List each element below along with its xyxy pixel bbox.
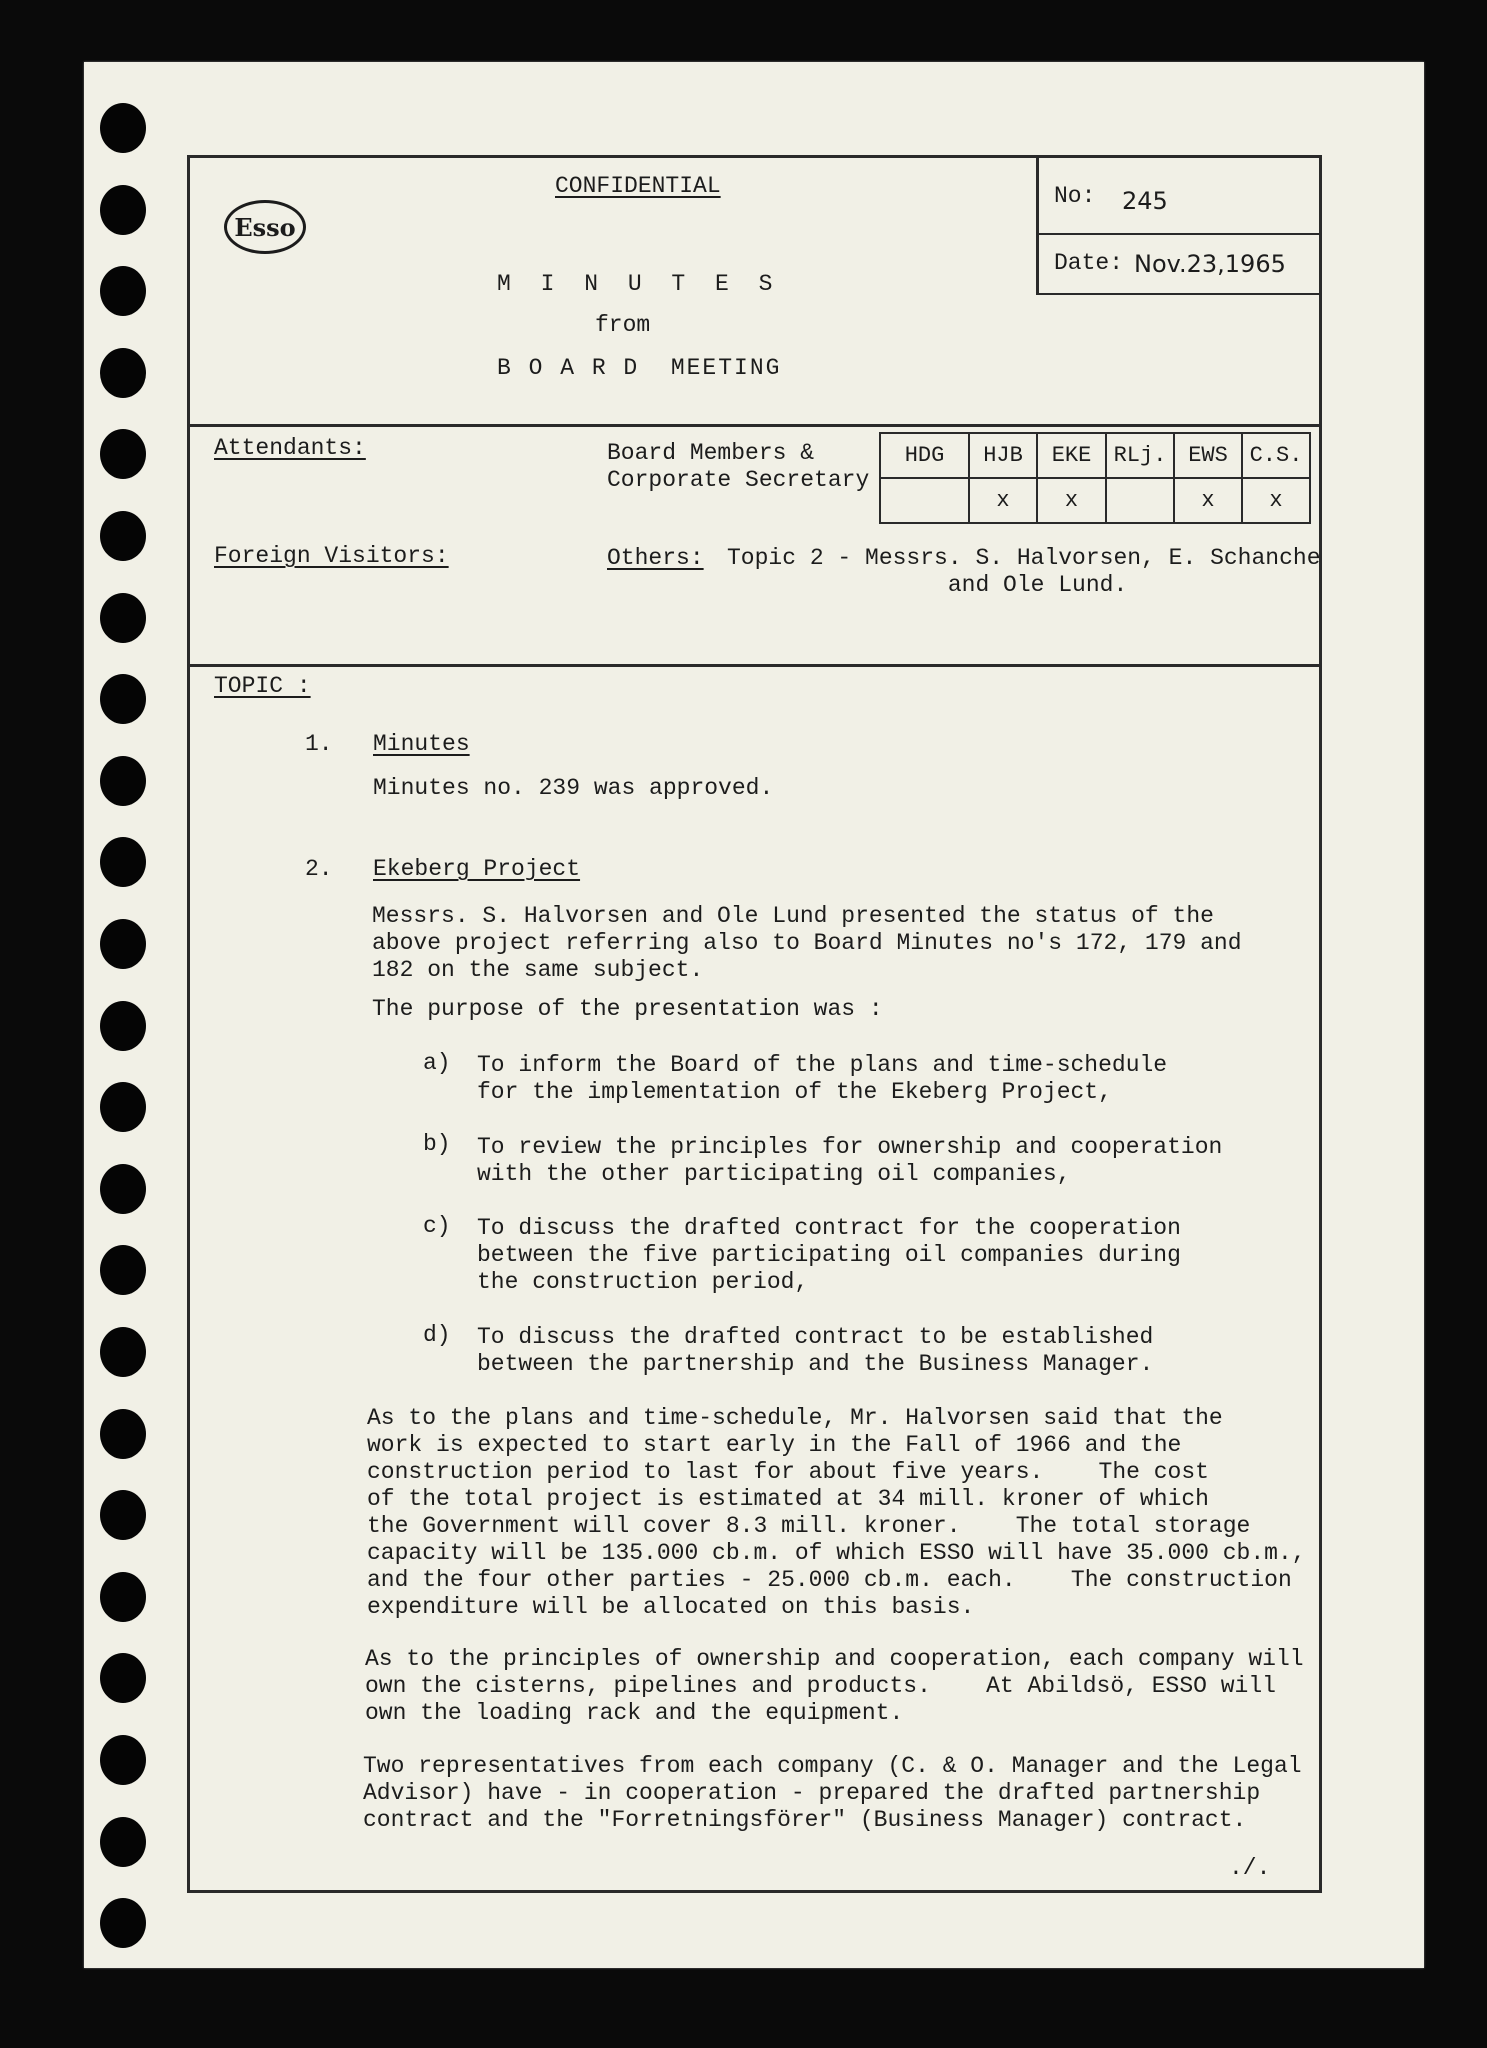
binder-hole: [100, 185, 146, 235]
item-letter: b): [423, 1131, 451, 1157]
attendance-mark: [1106, 478, 1174, 523]
minutes-title: M I N U T E S: [497, 271, 781, 297]
topic-label: TOPIC :: [214, 673, 311, 699]
binder-hole: [100, 1490, 146, 1540]
header-box-divider: [1036, 233, 1322, 235]
number-label: No:: [1054, 183, 1096, 209]
topic-2-number: 2.: [305, 856, 333, 882]
attendant-column-header: HJB: [969, 433, 1037, 478]
attendant-column-header: EKE: [1037, 433, 1106, 478]
header-box-bottom-border: [1036, 293, 1322, 295]
esso-logo: Esso: [224, 200, 306, 254]
attendance-mark-row: [880, 478, 1310, 523]
topic-1-number: 1.: [305, 731, 333, 757]
board-members-label: Board Members & Corporate Secretary: [607, 440, 870, 493]
others-text: Topic 2 - Messrs. S. Halvorsen, E. Schanche and Ole Lund.: [727, 545, 1321, 598]
item-text: To review the principles for ownership and cooperation with the other participating oil companies,: [477, 1134, 1223, 1187]
others-label: Others:: [607, 545, 704, 571]
binder-hole: [100, 1164, 146, 1214]
binder-hole: [100, 1735, 146, 1785]
topic-1-body: Minutes no. 239 was approved.: [373, 775, 774, 801]
item-letter: c): [423, 1213, 451, 1239]
confidential-label: CONFIDENTIAL: [555, 173, 721, 199]
foreign-visitors-label: Foreign Visitors:: [214, 543, 449, 569]
attendance-header-row: [880, 433, 1310, 478]
attendance-grid: [879, 432, 1311, 524]
document-frame: [187, 155, 1322, 1893]
attendants-label: Attendants:: [214, 435, 366, 461]
binder-hole: [100, 511, 146, 561]
board-meeting-label: B O A R D MEETING: [497, 355, 782, 381]
topic-1-title: Minutes: [373, 731, 470, 757]
binder-hole: [100, 1001, 146, 1051]
from-label: from: [595, 312, 651, 338]
binder-hole: [100, 1082, 146, 1132]
binder-hole: [100, 919, 146, 969]
binder-hole: [100, 756, 146, 806]
binder-hole: [100, 1327, 146, 1377]
date-label: Date:: [1054, 250, 1124, 276]
continuation-mark: ./.: [1229, 1855, 1271, 1881]
attendant-column-header: HDG: [880, 433, 969, 478]
attendance-mark: x: [1174, 478, 1242, 523]
header-box-left-border: [1036, 155, 1039, 295]
item-letter: d): [423, 1322, 451, 1348]
topic-2-purpose: The purpose of the presentation was :: [372, 996, 883, 1022]
attendant-column-header: RLj.: [1106, 433, 1174, 478]
topic-2-title: Ekeberg Project: [373, 856, 581, 882]
binder-hole: [100, 1817, 146, 1867]
topic-2-paragraph-representatives: Two representatives from each company (C. & O. Manager and the Legal Advisor) have - in cooperation - prepared the drafted partnership contract and the "Forretningsförer" (Business Manager) contract.: [363, 1753, 1302, 1833]
binder-hole: [100, 1572, 146, 1622]
binder-hole: [100, 1898, 146, 1948]
binder-hole: [100, 348, 146, 398]
date-value: Nov.23,1965: [1134, 250, 1286, 278]
attendance-mark: x: [1037, 478, 1106, 523]
binder-hole: [100, 1409, 146, 1459]
attendant-column-header: C.S.: [1242, 433, 1310, 478]
attendance-mark: x: [969, 478, 1037, 523]
header-divider: [187, 424, 1322, 427]
topic-2-intro: Messrs. S. Halvorsen and Ole Lund presented the status of the above project referring also to Board Minutes no's 172, 179 and 182 on the same subject.: [372, 903, 1242, 983]
binder-hole: [100, 266, 146, 316]
topics-divider: [187, 664, 1322, 667]
binder-hole: [100, 593, 146, 643]
item-letter: a): [423, 1050, 451, 1076]
item-text: To discuss the drafted contract for the cooperation between the five participating oil companies during the construction period,: [477, 1215, 1181, 1295]
binder-hole: [100, 103, 146, 153]
attendant-column-header: EWS: [1174, 433, 1242, 478]
item-text: To inform the Board of the plans and time-schedule for the implementation of the Ekeberg Project,: [477, 1052, 1168, 1105]
topic-2-paragraph-ownership: As to the principles of ownership and cooperation, each company will own the cisterns, pipelines and products. At Abildsö, ESSO will own the loading rack and the equipment.: [365, 1646, 1304, 1726]
topic-2-paragraph-schedule: As to the plans and time-schedule, Mr. Halvorsen said that the work is expected to start early in the Fall of 1966 and the construction period to last for about five years. The cost of the total project is estimated at 34 mill. kroner of which the Government will cover 8.3 mill. kroner. The total storage capacity will be 135.000 cb.m. of which ESSO will have 35.000 cb.m., and the four other parties - 25.000 cb.m. each. The construction expenditure will be allocated on this basis.: [367, 1405, 1306, 1620]
attendance-mark: [880, 478, 969, 523]
attendance-mark: x: [1242, 478, 1310, 523]
number-value: 245: [1122, 187, 1168, 215]
item-text: To discuss the drafted contract to be established between the partnership and the Business Manager.: [477, 1324, 1154, 1377]
binder-hole: [100, 674, 146, 724]
